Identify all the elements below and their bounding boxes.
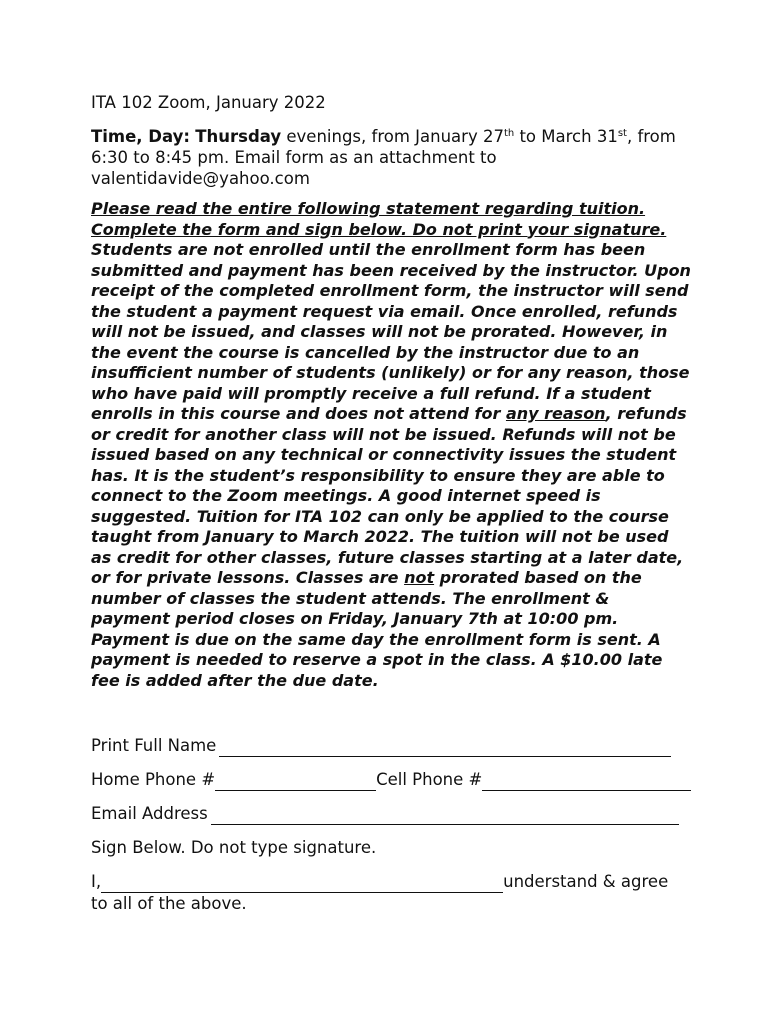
home-phone-label: Home Phone #	[91, 770, 216, 789]
schedule-text-1: evenings, from January 27	[281, 127, 504, 146]
enrollment-form	[91, 735, 691, 915]
cell-phone-field[interactable]	[482, 773, 691, 791]
ordinal-th: th	[503, 128, 515, 139]
time-day-value: Thursday	[195, 127, 282, 146]
agree-text-continued: to all of the above.	[91, 894, 247, 913]
signature-row	[91, 871, 691, 893]
phone-row	[91, 769, 691, 791]
sign-instruction-row	[91, 837, 691, 859]
document-content	[91, 92, 691, 915]
signature-prefix: I,	[91, 872, 102, 891]
document-title: ITA 102 Zoom, January 2022	[91, 93, 326, 112]
sign-instruction: Sign Below. Do not type signature.	[91, 838, 377, 857]
tuition-statement	[91, 199, 691, 691]
statement-any-reason: any reason	[505, 404, 606, 423]
cell-phone-label: Cell Phone #	[376, 770, 483, 789]
statement-intro: Please read the entire following statement regarding tuition. Complete the form and sign below. Do not print your signature.	[91, 199, 667, 239]
email-row	[91, 803, 691, 825]
schedule-text-2: to March 31	[514, 127, 618, 146]
statement-body-3: prorated based on the number of classes the student attends. The enrollment & payment period closes on Friday, January 7th at 10:00 pm. Payment is due on the same day the enrollment form is sent. A payment is needed to reserve a spot in the class. A $10.00 late fee is added after the due date.	[91, 568, 663, 690]
statement-not: not	[404, 568, 435, 587]
full-name-row	[91, 735, 691, 757]
email-field[interactable]	[211, 807, 679, 825]
schedule-line	[91, 126, 691, 189]
statement-body-1: Students are not enrolled until the enrollment form has been submitted and payment has been received by the instructor. Upon receipt of the completed enrollment form, the instructor will send the student a payment request via email. Once enrolled, refunds will not be issued, and classes will not be prorated. However, in the event the course is cancelled by the instructor due to an insufficient number of students (unlikely) or for any reason, those who have paid will promptly receive a full refund. If a student enrolls in this course and does not attend for	[91, 240, 691, 423]
full-name-field[interactable]	[219, 739, 671, 757]
email-label: Email Address	[91, 804, 208, 823]
statement-body-2: , refunds or credit for another class will not be issued. Refunds will not be issued based on any technical or connectivity issues the student has. It is the student’s responsibility to ensure they are able to connect to the Zoom meetings. A good internet speed is suggested. Tuition for ITA 102 can only be applied to the course taught from January to March 2022. The tuition will not be used as credit for other classes, future classes starting at a later date, or for private lessons. Classes are	[91, 404, 687, 587]
schedule-text-3: , from 6:30 to 8:45 pm. Email form as an attachment to valentidavide@yahoo.com	[91, 127, 676, 188]
signature-field[interactable]	[101, 875, 503, 893]
time-day-label: Time, Day:	[91, 127, 190, 146]
home-phone-field[interactable]	[215, 773, 376, 791]
agree-text: understand & agree	[503, 872, 669, 891]
ordinal-st: st	[617, 128, 627, 139]
full-name-label: Print Full Name	[91, 736, 217, 755]
